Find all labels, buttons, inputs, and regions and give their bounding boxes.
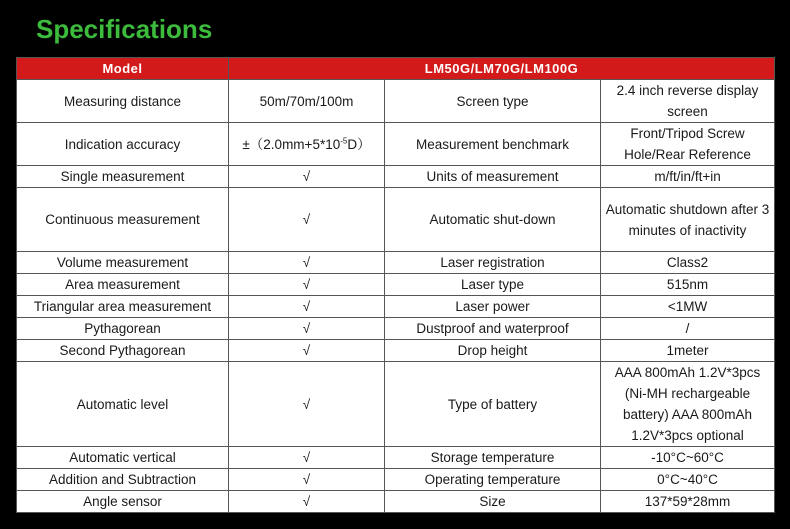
- table-row: [17, 469, 775, 491]
- spec-name-cell: Type of battery: [385, 362, 601, 447]
- accuracy-suffix: D）: [347, 136, 371, 152]
- header-model-label: Model: [17, 58, 229, 80]
- spec-value-cell: 137*59*28mm: [601, 491, 775, 513]
- feature-name-cell: Area measurement: [17, 274, 229, 296]
- table-row: [17, 188, 775, 252]
- table-row: [17, 296, 775, 318]
- spec-name-cell: Laser type: [385, 274, 601, 296]
- table-row: [17, 123, 775, 166]
- feature-name-cell: Measuring distance: [17, 80, 229, 123]
- spec-value-cell: 0°C~40°C: [601, 469, 775, 491]
- feature-value-cell: √: [229, 166, 385, 188]
- page-title: Specifications: [36, 14, 213, 44]
- table-row: [17, 362, 775, 447]
- accuracy-prefix: ±（2.0mm+5*10: [242, 136, 341, 152]
- feature-name-cell: Continuous measurement: [17, 188, 229, 252]
- table-row: [17, 80, 775, 123]
- spec-name-cell: Units of measurement: [385, 166, 601, 188]
- feature-value-cell: √: [229, 469, 385, 491]
- header-row: [17, 58, 775, 80]
- specifications-table: [16, 57, 775, 513]
- feature-name-cell: Indication accuracy: [17, 123, 229, 166]
- header-model-value: LM50G/LM70G/LM100G: [229, 58, 775, 80]
- feature-value-cell: √: [229, 362, 385, 447]
- spec-value-cell: Automatic shutdown after 3 minutes of inactivity: [601, 188, 775, 252]
- spec-name-cell: Dustproof and waterproof: [385, 318, 601, 340]
- spec-name-cell: Operating temperature: [385, 469, 601, 491]
- spec-name-cell: Screen type: [385, 80, 601, 123]
- spec-name-cell: Laser power: [385, 296, 601, 318]
- feature-value-cell: √: [229, 318, 385, 340]
- feature-value-cell: [229, 123, 385, 166]
- spec-name-cell: Automatic shut-down: [385, 188, 601, 252]
- feature-value-cell: 50m/70m/100m: [229, 80, 385, 123]
- spec-value-cell: 1meter: [601, 340, 775, 362]
- feature-name-cell: Addition and Subtraction: [17, 469, 229, 491]
- feature-name-cell: Automatic vertical: [17, 447, 229, 469]
- spec-value-cell: /: [601, 318, 775, 340]
- table-row: [17, 166, 775, 188]
- spec-name-cell: Storage temperature: [385, 447, 601, 469]
- feature-name-cell: Angle sensor: [17, 491, 229, 513]
- feature-value-cell: √: [229, 188, 385, 252]
- spec-value-cell: <1MW: [601, 296, 775, 318]
- table-row: [17, 340, 775, 362]
- feature-value-cell: √: [229, 252, 385, 274]
- spec-value-cell: 515nm: [601, 274, 775, 296]
- table-row: [17, 318, 775, 340]
- feature-value-cell: √: [229, 447, 385, 469]
- spec-value-cell: Front/Tripod Screw Hole/Rear Reference: [601, 123, 775, 166]
- feature-name-cell: Second Pythagorean: [17, 340, 229, 362]
- spec-value-cell: m/ft/in/ft+in: [601, 166, 775, 188]
- spec-name-cell: Size: [385, 491, 601, 513]
- spec-name-cell: Drop height: [385, 340, 601, 362]
- spec-value-cell: -10°C~60°C: [601, 447, 775, 469]
- table-row: [17, 447, 775, 469]
- feature-name-cell: Volume measurement: [17, 252, 229, 274]
- feature-name-cell: Triangular area measurement: [17, 296, 229, 318]
- spec-value-cell: Class2: [601, 252, 775, 274]
- table-row: [17, 252, 775, 274]
- table-row: [17, 491, 775, 513]
- feature-name-cell: Automatic level: [17, 362, 229, 447]
- table-body: [17, 80, 775, 513]
- feature-value-cell: √: [229, 340, 385, 362]
- accuracy-exponent: -5: [340, 136, 348, 145]
- table-row: [17, 274, 775, 296]
- feature-value-cell: √: [229, 274, 385, 296]
- spec-value-cell: AAA 800mAh 1.2V*3pcs (Ni-MH rechargeable battery) AAA 800mAh 1.2V*3pcs optional: [601, 362, 775, 447]
- feature-name-cell: Single measurement: [17, 166, 229, 188]
- spec-value-cell: 2.4 inch reverse display screen: [601, 80, 775, 123]
- feature-value-cell: √: [229, 491, 385, 513]
- spec-name-cell: Laser registration: [385, 252, 601, 274]
- feature-value-cell: √: [229, 296, 385, 318]
- spec-name-cell: Measurement benchmark: [385, 123, 601, 166]
- feature-name-cell: Pythagorean: [17, 318, 229, 340]
